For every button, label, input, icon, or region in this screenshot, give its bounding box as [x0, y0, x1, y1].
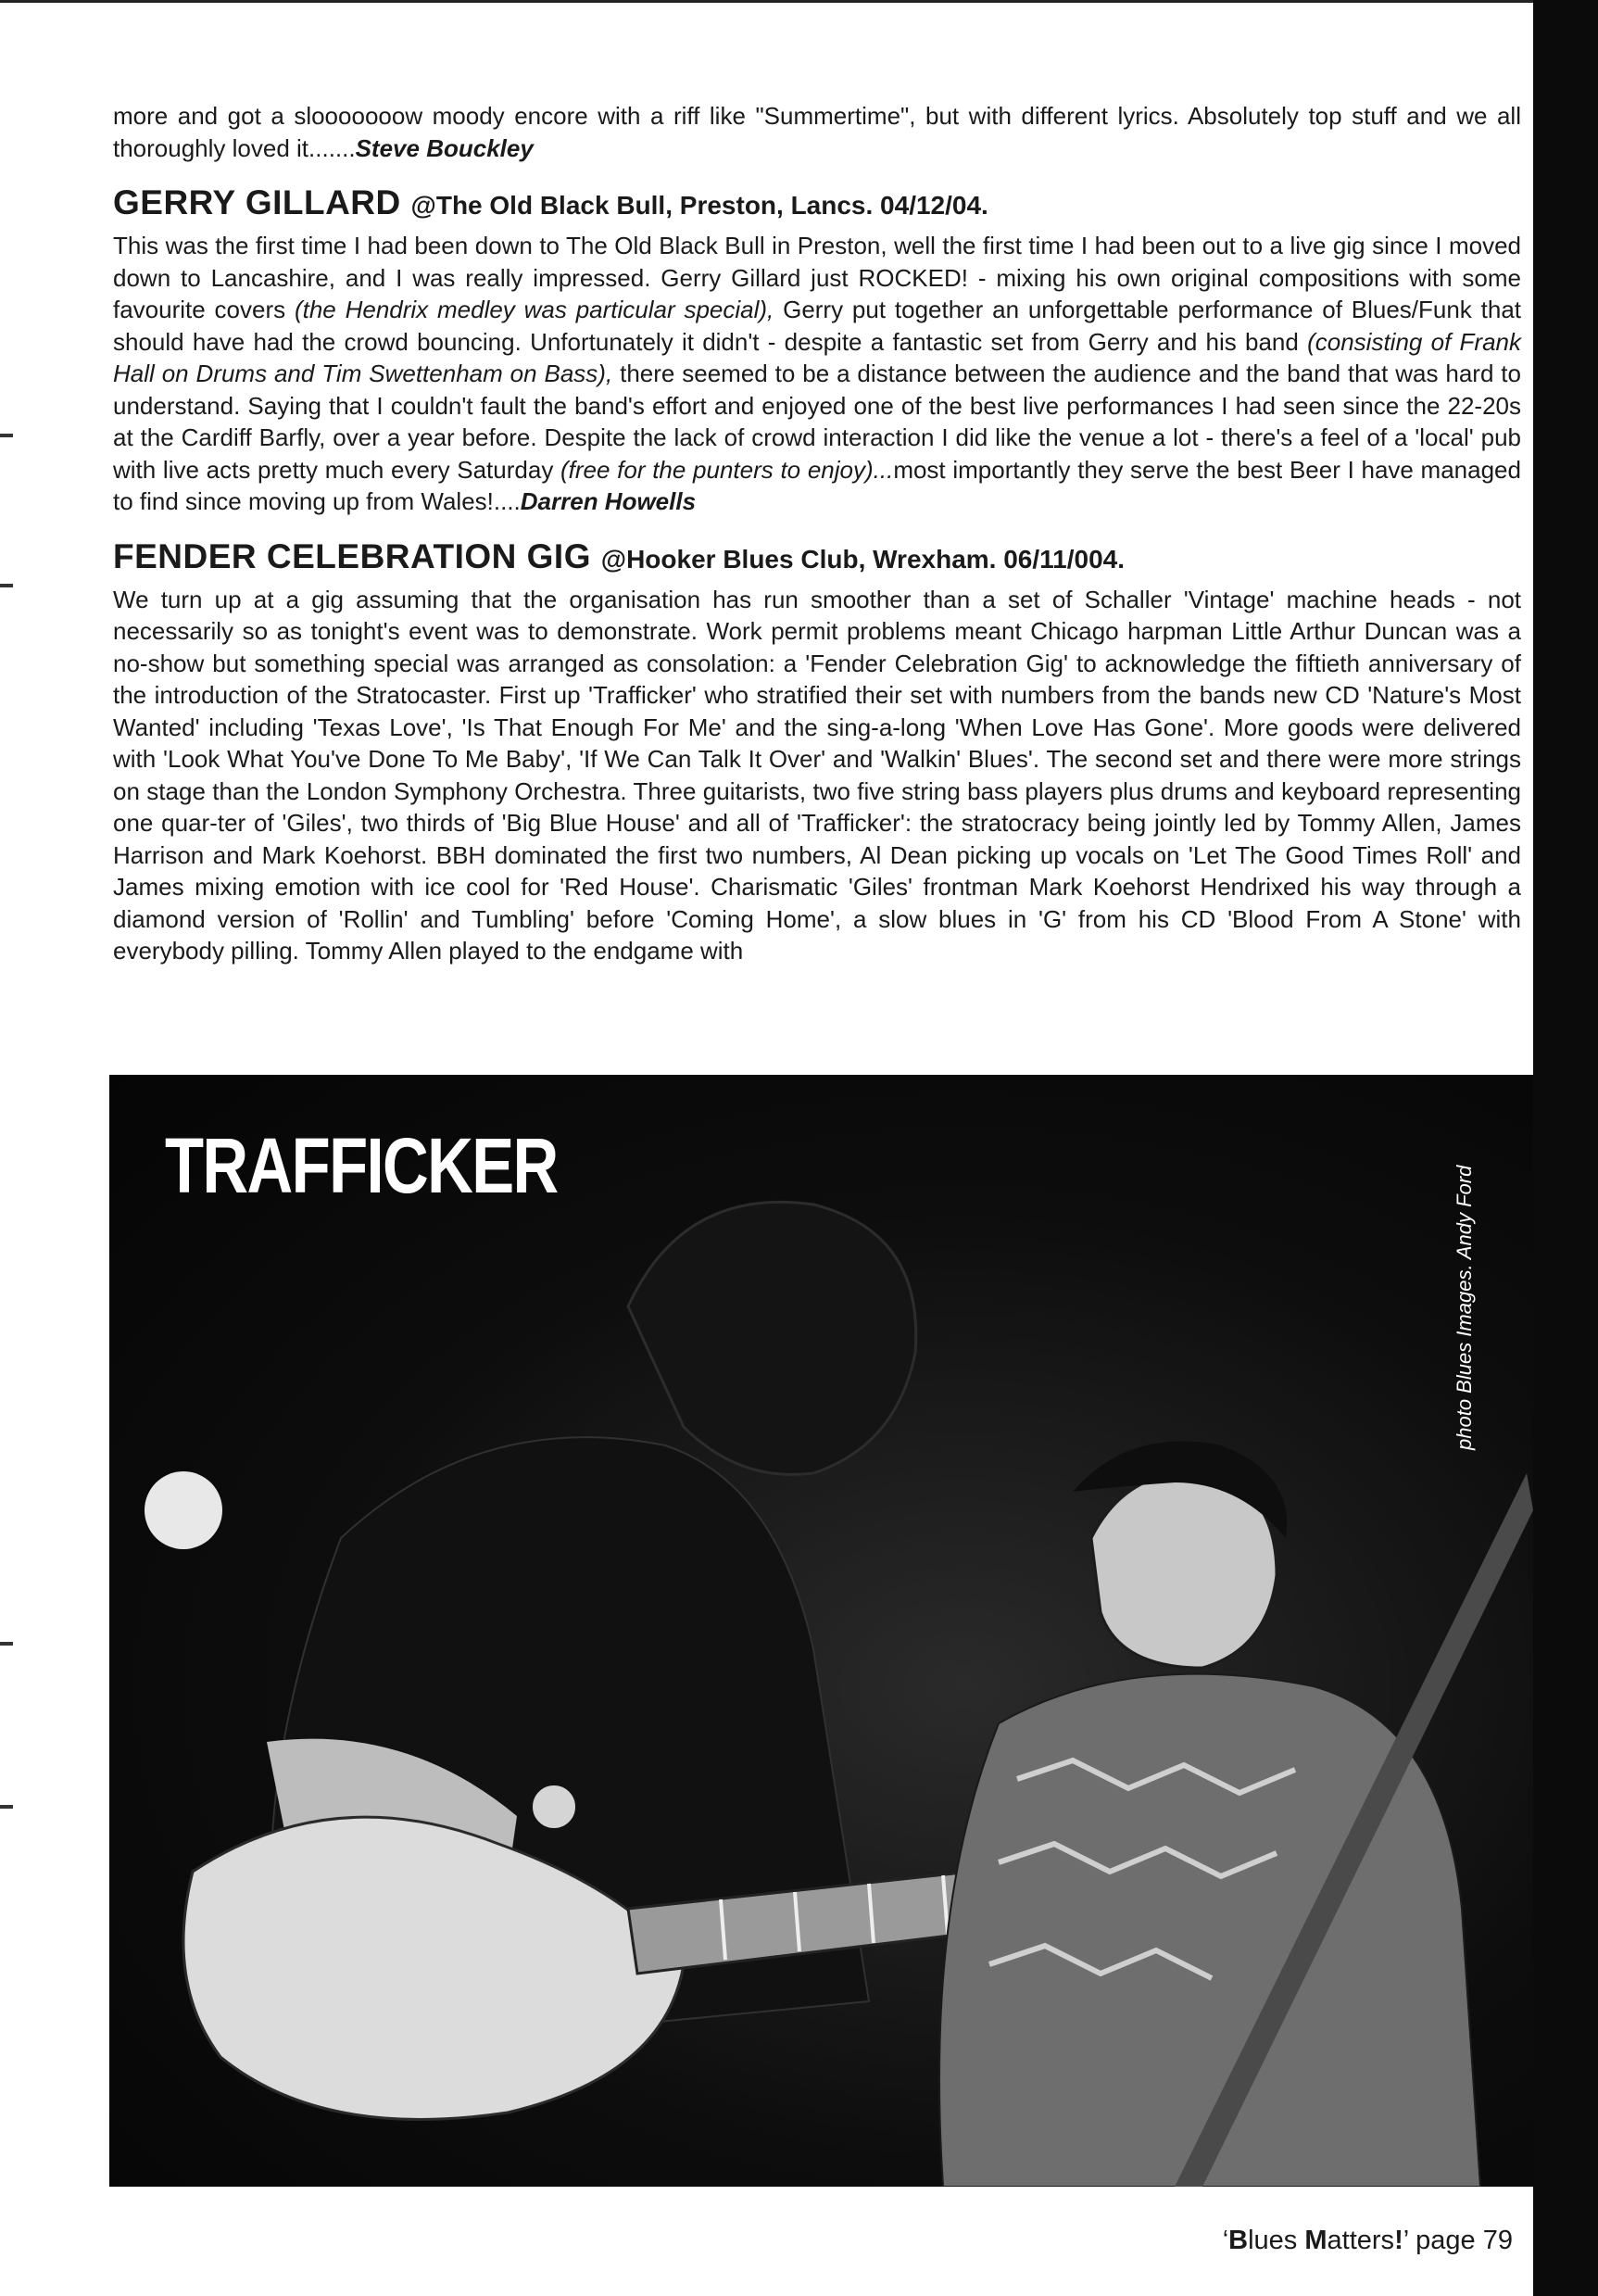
review-byline: Steve Bouckley: [355, 133, 534, 162]
review-text: We turn up at a gig assuming that the organisation has run smoother than a set of Schaller 'Vintage' machine heads - not necessarily so as tonight's event was to demonstrate. Work permit problems meant Chicago harpman Little Arthur Duncan was a no-show but something special was arranged as consolation: a 'Fender Celebration Gig' to acknowledge the fiftieth anniversary of the introduction of the Stratocaster. First up 'Trafficker' who stratified their set with numbers from the bands new CD 'Nature's Most Wanted' including 'Texas Love', 'Is That Enough For Me' and the sing-a-long 'When Love Has Gone'. More goods were delivered with 'Look What You've Done To Me Baby', 'If We Can Talk It Over' and 'Walkin' Blues'. The second set and there were more strings on stage than the London Symphony Orchestra. Three guitarists, two five string bass players plus drums and keyboard representing one quar-ter of 'Giles', two thirds of 'Big Blue House' and all of 'Trafficker': the stratocracy being jointly led by Tommy Allen, James Harrison and Mark Koehorst. BBH dominated the first two numbers, Al Dean picking up vocals on 'Let The Good Times Roll' and James mixing emotion with ice cool for 'Red House'. Charismatic 'Giles' frontman Mark Koehorst Hendrixed his way through a diamond version of 'Rollin' and Tumbling' before 'Coming Home', a slow blues in 'G' from his CD 'Blood From A Stone' with everybody pilling. Tommy Allen played to the endgame with: [113, 585, 1521, 965]
scan-edge-mark: [0, 1642, 13, 1646]
review-venue: @The Old Black Bull, Preston, Lancs. 04/12/04.: [410, 191, 988, 220]
review-text: most importantly they serve the best Beer I have managed to find since moving up from Wales!....: [113, 455, 1521, 515]
magazine-initial: M: [1304, 2226, 1327, 2255]
review-title: GERRY GILLARD: [113, 183, 401, 221]
review-venue: @Hooker Blues Club, Wrexham. 06/11/004.: [600, 544, 1126, 574]
band-photo: [109, 1075, 1533, 2187]
review-aside: (consisting of Frank Hall on Drums and Tim Swettenham on Bass),: [113, 327, 1521, 387]
review-body: [113, 230, 1521, 518]
top-rule: [0, 0, 1533, 3]
review-aside: (free for the punters to enjoy)...: [560, 455, 894, 484]
page-footer: [1223, 2226, 1513, 2256]
wristwatch: [530, 1783, 578, 1831]
scan-edge-mark: [0, 1805, 13, 1809]
review-text: Gerry put together an unforgettable performance of Blues/Funk that should have had the crowd bouncing. Unfortunately it didn't - despite a fantastic set from Gerry and his band: [113, 296, 1522, 356]
magazine-name-part: lues: [1248, 2226, 1305, 2255]
footer-quote: ‘: [1222, 2226, 1229, 2255]
review-text: This was the first time I had been down to The Old Black Bull in Preston, well the first time I had been out to a live gig since I moved down to Lancashire, and I was really impressed. Gerry Gillard just ROCKED! - mixing his own original compositions with some favourite covers: [113, 232, 1521, 323]
footer-quote: ’: [1403, 2226, 1409, 2255]
photo-credit-text: photo Blues Images. Andy Ford: [1453, 1165, 1476, 1450]
review-title: FENDER CELEBRATION GIG: [113, 536, 591, 575]
review-continuation: [113, 100, 1521, 164]
photo-credit: [1453, 1098, 1490, 1469]
review-heading: [113, 536, 1521, 580]
photo-title: TRAFFICKER: [165, 1122, 558, 1209]
review-aside: (the Hendrix medley was particular special),: [294, 296, 774, 323]
stage-light: [145, 1471, 222, 1549]
review-text: more and got a slooooooow moody encore with a riff like "Summertime", but with different lyrics. Absolutely top stuff and we all thoroughly loved it.......: [113, 102, 1521, 162]
magazine-bang: !: [1394, 2226, 1403, 2255]
review-text: there seemed to be a distance between the audience and the band that was hard to understand. Saying that I couldn't fault the band's effort and enjoyed one of the best live performances I had seen since the 22-20s at the Cardiff Barfly, over a year before. Despite the lack of crowd interaction I did like the venue a lot - there's a feel of a 'local' pub with live acts pretty much every Saturday: [113, 360, 1521, 484]
scan-edge-mark: [0, 434, 13, 437]
photo-illustration: [109, 1075, 1533, 2187]
magazine-name-part: atters: [1327, 2226, 1395, 2255]
review-heading: [113, 183, 1521, 226]
page-edge-bar: [1533, 0, 1598, 2296]
review-byline: Darren Howells: [520, 487, 697, 515]
scan-edge-mark: [0, 584, 13, 587]
guitarist-head: [628, 1202, 916, 1474]
review-body: [113, 584, 1521, 967]
article-column: [113, 100, 1521, 967]
magazine-initial: B: [1228, 2226, 1249, 2255]
page-number: page 79: [1416, 2226, 1513, 2255]
